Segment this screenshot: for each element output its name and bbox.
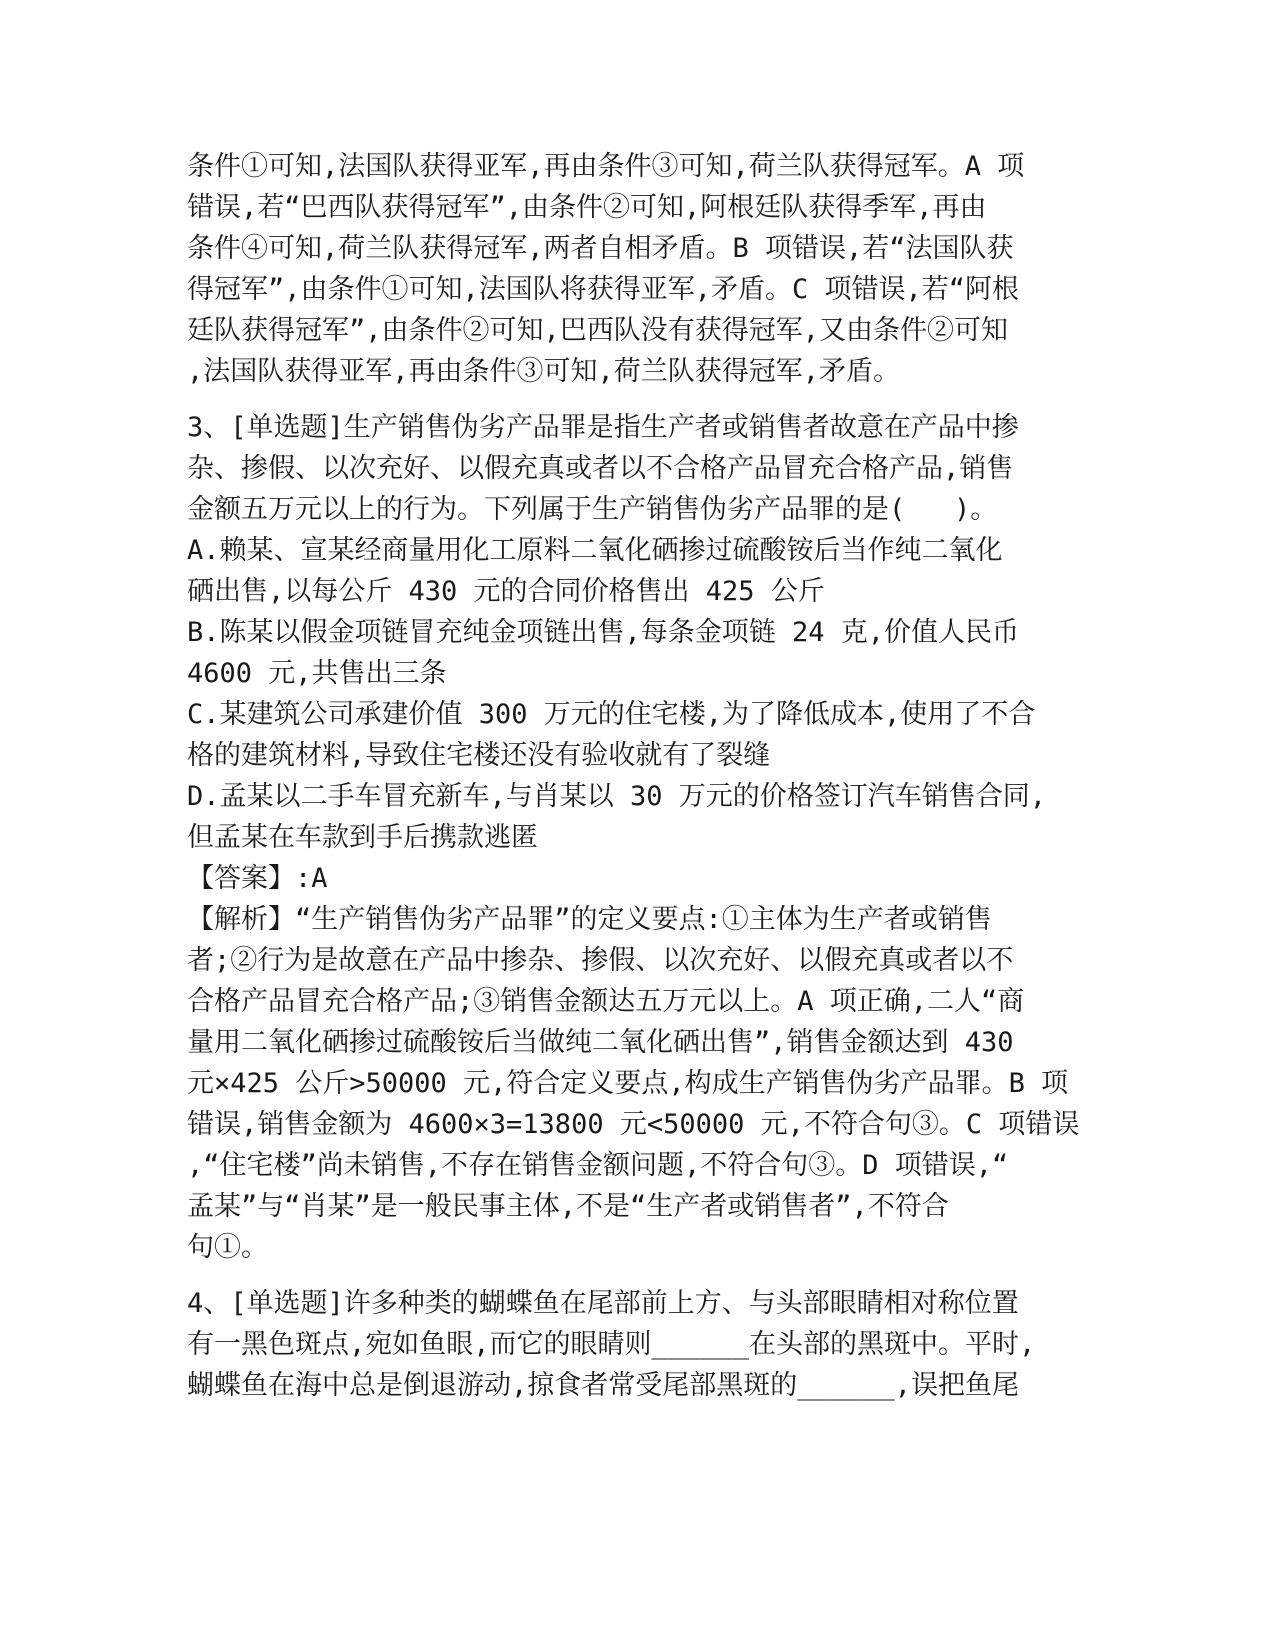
text-line: 3、[单选题]生产销售伪劣产品罪是指生产者或销售者故意在产品中掺 [187, 412, 1019, 443]
analysis [187, 899, 1087, 1268]
text-line: 杂、掺假、以次充好、以假充真或者以不合格产品冒充合格产品,销售 [187, 453, 1014, 484]
text-line: ,“住宅楼”尚未销售,不存在销售金额问题,不符合句③。D 项错误,“ [187, 1150, 1009, 1181]
text-line: 4、[单选题]许多种类的蝴蝶鱼在尾部前上方、与头部眼睛相对称位置 [187, 1288, 1019, 1319]
text-line: 元×425 公斤>50000 元,符合定义要点,构成生产销售伪劣产品罪。B 项 [187, 1068, 1069, 1099]
text-line: B.陈某以假金项链冒充纯金项链出售,每条金项链 24 克,价值人民币 [187, 617, 1020, 648]
text-line: 有一黑色斑点,宛如鱼眼,而它的眼睛则______在头部的黑斑中。平时, [187, 1329, 1036, 1360]
question-4 [187, 1283, 1087, 1406]
paragraph-gap [187, 392, 1087, 407]
text-line: 句①。 [187, 1232, 268, 1263]
text-line: 量用二氧化硒掺过硫酸铵后当做纯二氧化硒出售”,销售金额达到 430 [187, 1027, 1014, 1058]
text-line: 4600 元,共售出三条 [187, 658, 447, 689]
text-line: 蝴蝶鱼在海中总是倒退游动,掠食者常受尾部黑斑的______,误把鱼尾 [187, 1370, 1020, 1401]
option-b [187, 612, 1087, 694]
text-line: C.某建筑公司承建价值 300 万元的住宅楼,为了降低成本,使用了不合 [187, 699, 1036, 730]
answer: 【答案】:A [187, 863, 328, 894]
question-3 [187, 407, 1087, 1268]
text-line: 条件④可知,荷兰队获得冠军,两者自相矛盾。B 项错误,若“法国队获 [187, 233, 1014, 264]
text-line: 硒出售,以每公斤 430 元的合同价格售出 425 公斤 [187, 576, 825, 607]
previous-explanation [187, 146, 1087, 392]
option-c [187, 694, 1087, 776]
text-line: 合格产品冒充合格产品;③销售金额达五万元以上。A 项正确,二人“商 [187, 986, 1025, 1017]
text-line: 错误,若“巴西队获得冠军”,由条件②可知,阿根廷队获得季军,再由 [187, 192, 987, 223]
text-line: 金额五万元以上的行为。下列属于生产销售伪劣产品罪的是( )。 [187, 494, 998, 525]
question-3-stem [187, 407, 1087, 530]
text-line: 廷队获得冠军”,由条件②可知,巴西队没有获得冠军,又由条件②可知 [187, 315, 1009, 346]
text-line: 孟某”与“肖某”是一般民事主体,不是“生产者或销售者”,不符合 [187, 1191, 949, 1222]
text-line: 得冠军”,由条件①可知,法国队将获得亚军,矛盾。C 项错误,若“阿根 [187, 274, 1020, 305]
text-line: A.赖某、宣某经商量用化工原料二氧化硒掺过硫酸铵后当作纯二氧化 [187, 535, 1003, 566]
text-line: 【解析】“生产销售伪劣产品罪”的定义要点:①主体为生产者或销售 [187, 904, 992, 935]
text-line: 条件①可知,法国队获得亚军,再由条件③可知,荷兰队获得冠军。A 项 [187, 151, 1025, 182]
option-a [187, 530, 1087, 612]
text-line: 错误,销售金额为 4600×3=13800 元<50000 元,不符合句③。C 项错误 [187, 1109, 1080, 1140]
text-line: 格的建筑材料,导致住宅楼还没有验收就有了裂缝 [187, 740, 771, 771]
text-line: ,法国队获得亚军,再由条件③可知,荷兰队获得冠军,矛盾。 [187, 356, 901, 387]
text-line: 但孟某在车款到手后携款逃匿 [187, 822, 538, 853]
text-line: 者;②行为是故意在产品中掺杂、掺假、以次充好、以假充真或者以不 [187, 945, 1014, 976]
document-content [187, 146, 1087, 1406]
option-d [187, 776, 1087, 858]
paragraph-gap [187, 1268, 1087, 1283]
text-line: D.孟某以二手车冒充新车,与肖某以 30 万元的价格签订汽车销售合同, [187, 781, 1047, 812]
